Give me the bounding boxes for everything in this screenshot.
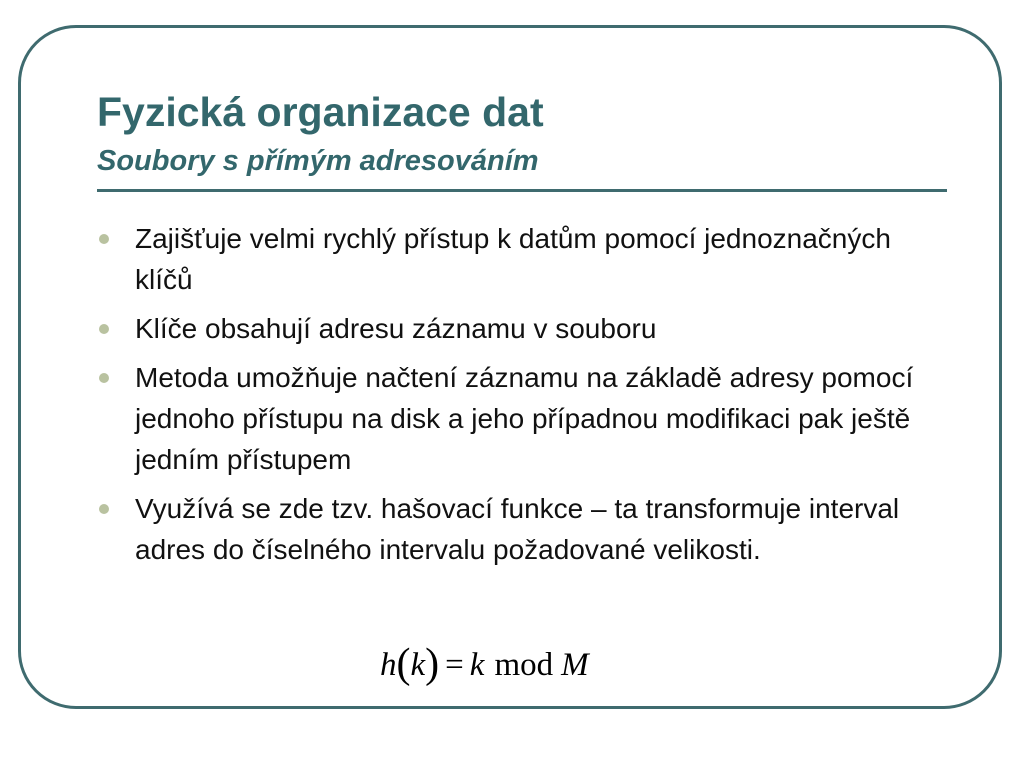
bullet-text: Využívá se zde tzv. hašovací funkce – ta transformuje interval adres do číselného intervalu požadované velikosti.: [135, 493, 900, 565]
bullet-dot-icon: [99, 373, 109, 383]
bullet-dot-icon: [99, 324, 109, 334]
formula-function: h: [380, 647, 397, 683]
formula-argument: k: [410, 647, 426, 683]
formula-modulus: M: [561, 647, 589, 683]
bullet-dot-icon: [99, 234, 109, 244]
title-divider: [97, 189, 947, 192]
slide-subtitle: Soubory s přímým adresováním: [97, 145, 539, 177]
bullet-item: [95, 357, 925, 480]
formula-operator: mod: [494, 647, 554, 683]
bullet-text: Klíče obsahují adresu záznamu v souboru: [135, 313, 657, 344]
bullet-item: [95, 488, 925, 570]
bullet-text: Metoda umožňuje načtení záznamu na základě adresy pomocí jednoho přístupu na disk a jeho případnou modifikaci pak ještě jedním přístupem: [135, 362, 914, 475]
hash-formula: [380, 636, 589, 691]
bullet-item: [95, 218, 925, 300]
bullet-dot-icon: [99, 504, 109, 514]
slide-title: Fyzická organizace dat: [97, 89, 544, 135]
formula-close-paren: ): [425, 641, 440, 687]
bullet-text: Zajišťuje velmi rychlý přístup k datům pomocí jednoznačných klíčů: [135, 223, 891, 295]
formula-equals: =: [445, 647, 464, 683]
formula-variable: k: [469, 647, 485, 683]
formula-open-paren: (: [396, 641, 411, 687]
bullet-item: [95, 308, 925, 349]
bullet-list: [95, 218, 925, 578]
